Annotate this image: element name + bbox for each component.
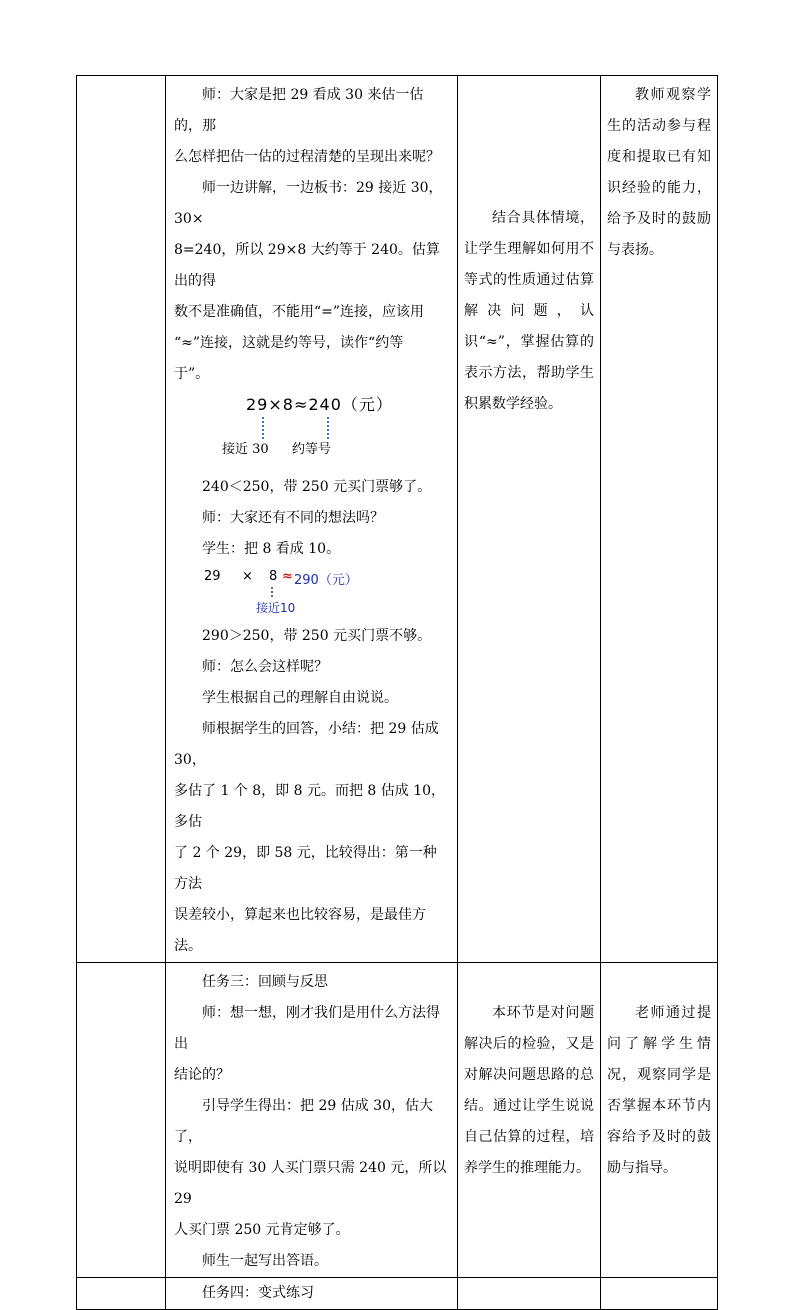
paragraph: 8=240，所以 29×8 大约等于 240。估算出的得 <box>174 242 440 289</box>
design-intent-cell <box>458 1278 601 1310</box>
formula-label-near: 接近10 <box>256 601 296 615</box>
paragraph: 师生一起写出答语。 <box>202 1253 328 1269</box>
formula-operand: 8 <box>269 569 278 584</box>
paragraph: 么怎样把估一估的过程清楚的呈现出来呢？ <box>174 149 440 165</box>
formula-operator: × <box>242 569 253 584</box>
formula-operand: 29 <box>204 569 221 584</box>
task-heading: 任务三：回顾与反思 <box>202 974 328 990</box>
lesson-plan-table <box>76 75 718 1310</box>
task-heading: 任务四：变式练习 <box>202 1285 314 1301</box>
dotted-pointer <box>327 417 332 439</box>
assessment-text: 老师通过提问了解学生情况，观察同学是否掌握本环节内容给予及时的鼓励与指导。 <box>607 1005 711 1176</box>
paragraph: 师一边讲解，一边板书：29 接近 30，30× <box>174 180 443 227</box>
paragraph: 人买门票 250 元肯定够了。 <box>174 1222 350 1238</box>
paragraph: 290＞250，带 250 元买门票不够。 <box>202 628 432 644</box>
paragraph: 引导学生得出：把 29 估成 30，估大了， <box>174 1098 433 1145</box>
table-row <box>77 963 718 1278</box>
paragraph: 误差较小，算起来也比较容易，是最佳方法。 <box>174 907 426 954</box>
estimation-formula-1 <box>174 390 449 472</box>
paragraph: 学生：把 8 看成 10。 <box>202 541 341 557</box>
stage-cell <box>77 1278 166 1310</box>
formula-result: 290（元） <box>294 573 358 588</box>
table-row <box>77 1278 718 1310</box>
assessment-cell <box>601 1278 718 1310</box>
assessment-cell <box>601 76 718 963</box>
assessment-text: 教师观察学生的活动参与程度和提取已有知识经验的能力，给予及时的鼓励与表扬。 <box>607 87 711 258</box>
paragraph: 于”。 <box>174 366 210 382</box>
paragraph: “≈”连接，这就是约等号，读作“约等 <box>174 335 404 351</box>
approx-sign: ≈ <box>282 569 293 584</box>
activity-cell <box>166 963 458 1278</box>
paragraph: 学生根据自己的理解自由说说。 <box>202 690 398 706</box>
paragraph: 师：怎么会这样呢？ <box>202 659 328 675</box>
paragraph: 师：想一想，刚才我们是用什么方法得出 <box>174 1005 440 1052</box>
activity-cell <box>166 1278 458 1310</box>
assessment-cell <box>601 963 718 1278</box>
dotted-pointer <box>271 587 273 597</box>
design-intent-text: 本环节是对问题解决后的检验，又是对解决问题思路的总结。通过让学生说说自己估算的过程，培养学生的推理能力。 <box>464 1005 594 1176</box>
paragraph: 师根据学生的回答，小结：把 29 估成 30， <box>174 721 439 768</box>
paragraph: 结论的？ <box>174 1067 230 1083</box>
paragraph: 数不是准确值，不能用“=”连接，应该用 <box>174 304 425 320</box>
activity-cell <box>166 76 458 963</box>
stage-cell <box>77 963 166 1278</box>
stage-cell <box>77 76 166 963</box>
design-intent-cell <box>458 963 601 1278</box>
dotted-pointer <box>262 417 267 439</box>
paragraph: 240＜250，带 250 元买门票够了。 <box>202 479 432 495</box>
paragraph: 多估了 1 个 8，即 8 元。而把 8 估成 10，多估 <box>174 783 446 830</box>
paragraph: 师：大家还有不同的想法吗？ <box>202 510 384 526</box>
formula-expression: 29×8≈240（元） <box>246 395 393 414</box>
formula-label-sign: 约等号 <box>292 442 332 457</box>
paragraph: 了 2 个 29，即 58 元，比较得出：第一种方法 <box>174 845 437 892</box>
table-row <box>77 76 718 963</box>
design-intent-cell <box>458 76 601 963</box>
design-intent-text: 结合具体情境，让学生理解如何用不等式的性质通过估算解决问题，认识“≈”，掌握估算的表示方法，帮助学生积累数学经验。 <box>464 210 594 412</box>
paragraph: 说明即使有 30 人买门票只需 240 元，所以 29 <box>174 1160 447 1207</box>
formula-label-near: 接近 30 <box>222 442 269 457</box>
paragraph: 师：大家是把 29 看成 30 来估一估的，那 <box>174 87 424 134</box>
estimation-formula-2 <box>174 565 449 621</box>
